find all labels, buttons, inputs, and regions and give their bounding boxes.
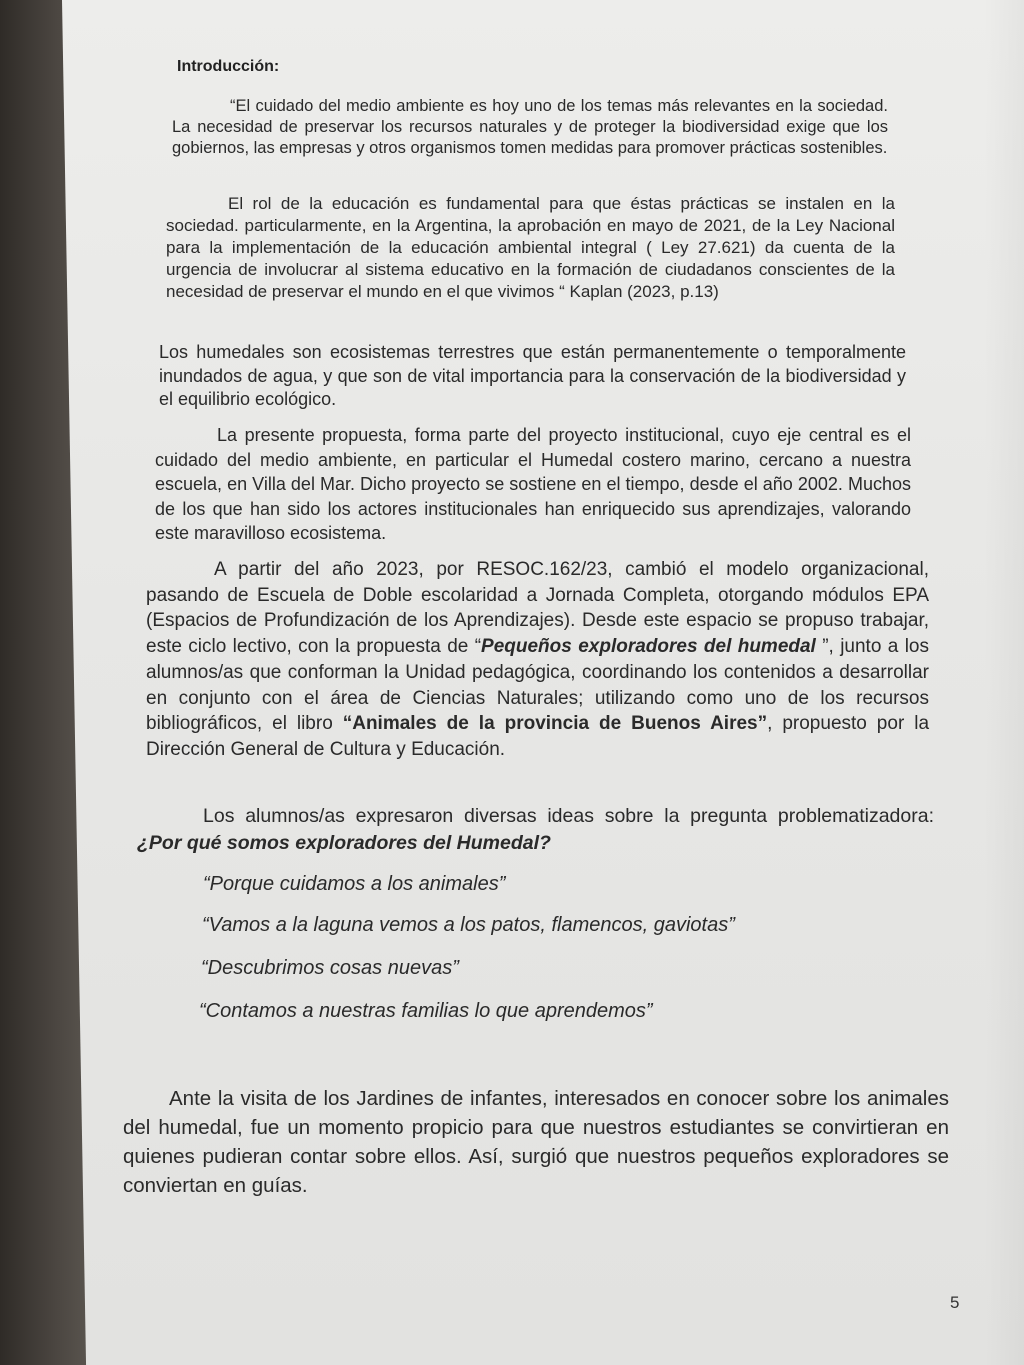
page-number: 5	[950, 1293, 960, 1312]
paragraph-students-ideas	[137, 803, 934, 857]
proposal-text-part1: A partir del año 2023, por RESOC.162/23, cambió el modelo organizacional, pasando de Escuela de Doble escolaridad a Jornada Completa, otorgando módulos EPA (Espacios de Profundización de los Aprendizajes). Desde este espacio se propuso trabajar, este ciclo lectivo, con la propuesta de “	[146, 559, 929, 658]
paragraph-quote-intro: “El cuidado del medio ambiente es hoy uno de los temas más relevantes en la sociedad. La necesidad de preservar los recursos naturales y de proteger la biodiversidad exige que los gobiernos, las empresas y otros organismos tomen medidas para promover prácticas sostenibles.	[172, 97, 888, 157]
section-heading: Introducción:	[177, 58, 280, 75]
guiding-question: ¿Por qué somos exploradores del Humedal?	[137, 832, 551, 854]
students-ideas-text: Los alumnos/as expresaron diversas ideas sobre la pregunta problematizadora:	[203, 805, 934, 827]
paragraph-wetlands-definition: Los humedales son ecosistemas terrestres que están permanentemente o temporalmente inundados de agua, y que son de vital importancia para la conservación de la biodiversidad y el equilibrio ecológico.	[159, 342, 906, 409]
proposal-text-part2: ”, junto a los alumnos/as que conforman la Unidad pedagógica, coordinando los contenidos a desarrollar en conjunto con el área de Ciencias Naturales; utilizando como uno de los recursos bibliográficos, el libro	[146, 636, 929, 735]
book-title: “Animales de la provincia de Buenos Aires”	[342, 713, 768, 735]
paragraph-kindergarten-visit: Ante la visita de los Jardines de infantes, interesados en conocer sobre los animales del humedal, fue un momento propicio para que nuestros estudiantes se convirtieran en quienes pudieran contar sobre ellos. Así, surgió que nuestros pequeños exploradores se conviertan en guías.	[123, 1087, 949, 1197]
student-quote-1: “Porque cuidamos a los animales”	[203, 873, 506, 895]
student-quote-4: “Contamos a nuestras familias lo que aprendemos”	[199, 1000, 653, 1022]
student-quote-3: “Descubrimos cosas nuevas”	[201, 957, 459, 979]
proposal-text-part3: , propuesto por la Dirección General de Cultura y Educación.	[146, 713, 930, 760]
paragraph-proposal	[146, 557, 929, 763]
paragraph-education-role: El rol de la educación es fundamental para que éstas prácticas se instalen en la sociedad. particularmente, en la Argentina, la aprobación en mayo de 2021, de la Ley Nacional para la implementación de la educación ambiental integral ( Ley 27.621) da cuenta de la urgencia de involucrar al sistema educativo en la formación de ciudadanos conscientes de la necesidad de preservar el mundo en el que vivimos “ Kaplan (2023, p.13)	[166, 194, 895, 301]
proposal-title: Pequeños exploradores del humedal	[481, 636, 816, 658]
paragraph-institutional-project: La presente propuesta, forma parte del proyecto institucional, cuyo eje central es el cuidado del medio ambiente, en particular el Humedal costero marino, cercano a nuestra escuela, en Villa del Mar. Dicho proyecto se sostiene en el tiempo, desde el año 2002. Muchos de los que han sido los actores institucionales han enriquecido sus aprendizajes, valorando este maravilloso ecosistema.	[155, 425, 911, 543]
student-quote-2: “Vamos a la laguna vemos a los patos, flamencos, gaviotas”	[202, 914, 735, 936]
page-shade	[984, 0, 1024, 1365]
